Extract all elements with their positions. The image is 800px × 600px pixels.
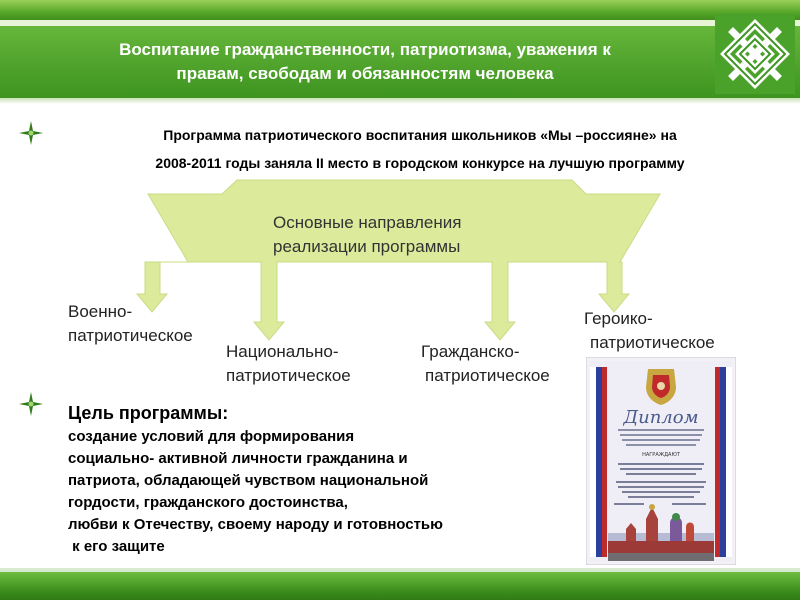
directions-header-line2: реализации программы bbox=[273, 237, 461, 256]
goal-line: к его защите bbox=[68, 538, 165, 555]
diploma-heading: Диплом bbox=[623, 407, 699, 428]
program-goal bbox=[68, 402, 568, 558]
goal-line: патриота, обладающей чувством национальной bbox=[68, 472, 429, 489]
direction-line1: Военно- bbox=[68, 302, 133, 321]
direction-line2: патриотическое bbox=[226, 366, 351, 385]
direction-line2: патриотическое bbox=[425, 366, 550, 385]
direction-line2: патриотическое bbox=[590, 333, 715, 352]
intro-line2: 2008-2011 годы заняла II место в городском конкурсе на лучшую программу bbox=[155, 155, 685, 171]
directions-header-line1: Основные направления bbox=[273, 213, 462, 232]
directions-header bbox=[273, 211, 533, 259]
direction-heroic bbox=[584, 307, 715, 355]
diploma-subheading: НАГРАЖДАЮТ bbox=[642, 452, 680, 458]
direction-line1: Гражданско- bbox=[421, 342, 520, 361]
intro-line1: Программа патриотического воспитания школьников «Мы –россияне» на bbox=[163, 127, 677, 143]
goal-title: Цель программы: bbox=[68, 403, 229, 423]
slide-title-line2: правам, свободам и обязанностям человека bbox=[176, 64, 554, 83]
direction-national bbox=[226, 340, 351, 388]
bottom-decor-bar bbox=[0, 572, 800, 600]
goal-text bbox=[68, 426, 568, 558]
goal-line: гордости, гражданского достоинства, bbox=[68, 494, 348, 511]
goal-line: любви к Отечеству, своему народу и готовностью bbox=[68, 516, 443, 533]
direction-military bbox=[68, 300, 193, 348]
direction-line1: Героико- bbox=[584, 309, 653, 328]
direction-civic bbox=[421, 340, 550, 388]
slide-title-line1: Воспитание гражданственности, патриотизма, уважения к bbox=[119, 40, 611, 59]
diploma-image bbox=[586, 357, 736, 565]
direction-line1: Национально- bbox=[226, 342, 339, 361]
goal-line: социально- активной личности гражданина и bbox=[68, 450, 408, 467]
directions-header-shape bbox=[137, 180, 660, 340]
direction-line2: патриотическое bbox=[68, 326, 193, 345]
goal-line: создание условий для формирования bbox=[68, 428, 355, 445]
